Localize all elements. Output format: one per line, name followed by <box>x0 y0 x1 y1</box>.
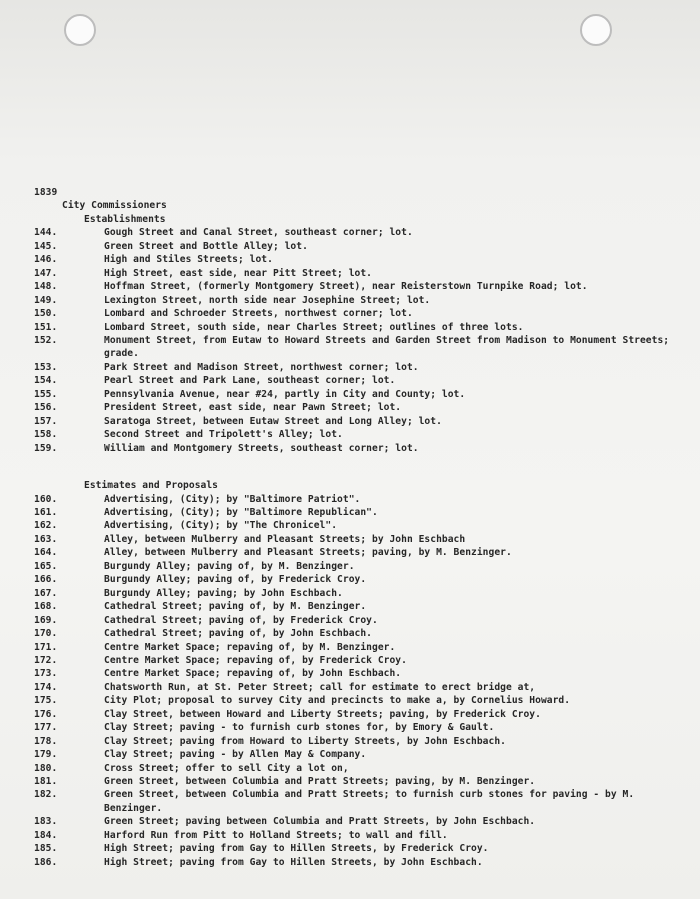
entry-text: Park Street and Madison Street, northwest corner; lot. <box>104 361 419 373</box>
entry-number: 165. <box>34 560 58 572</box>
entry-number: 147. <box>34 267 58 279</box>
section-gap <box>34 455 690 479</box>
entry-text: Advertising, (City); by "Baltimore Republican". <box>104 506 378 518</box>
entry-number: 157. <box>34 415 58 427</box>
entry-text: Burgundy Alley; paving; by John Eschbach. <box>104 587 343 599</box>
entry-text: Cathedral Street; paving of, by John Eschbach. <box>104 628 372 640</box>
entry-number: 167. <box>34 587 58 599</box>
entry-text: Saratoga Street, between Eutaw Street and Long Alley; lot. <box>104 415 442 427</box>
entry-number: 162. <box>34 520 58 532</box>
entry-text: Lombard Street, south side, near Charles Street; outlines of three lots. <box>104 321 524 333</box>
entry-text: Cross Street; offer to sell City a lot on, <box>104 762 349 774</box>
entry-text: Burgundy Alley; paving of, by Frederick Croy. <box>104 574 367 586</box>
entry-number: 168. <box>34 601 58 613</box>
list-item <box>34 533 690 546</box>
entry-text: Pearl Street and Park Lane, southeast corner; lot. <box>104 375 396 387</box>
list-item <box>34 493 690 506</box>
entry-number: 178. <box>34 735 58 747</box>
list-item <box>34 307 690 320</box>
entry-text: President Street, east side, near Pawn Street; lot. <box>104 402 402 414</box>
entry-text: Monument Street, from Eutaw to Howard Streets and Garden Street from Madison to Monument Streets; grade. <box>104 334 675 360</box>
entry-text: High Street, east side, near Pitt Street; lot. <box>104 267 372 279</box>
entry-text: Cathedral Street; paving of, by M. Benzinger. <box>104 601 367 613</box>
entry-text: Second Street and Tripolett's Alley; lot. <box>104 429 343 441</box>
list-item <box>34 294 690 307</box>
entry-number: 153. <box>34 361 58 373</box>
list-item <box>34 374 690 387</box>
entry-text: Centre Market Space; repaving of, by M. Benzinger. <box>104 641 396 653</box>
section-heading-estimates: Estimates and Proposals <box>84 480 218 492</box>
entry-text: Cathedral Street; paving of, by Frederick Croy. <box>104 614 378 626</box>
year-heading: 1839 <box>34 187 58 198</box>
estimates-list <box>34 493 690 870</box>
list-item <box>34 442 690 455</box>
list-item <box>34 240 690 253</box>
list-item <box>34 415 690 428</box>
list-item <box>34 428 690 441</box>
entry-number: 185. <box>34 843 58 855</box>
list-item <box>34 829 690 842</box>
entry-number: 180. <box>34 762 58 774</box>
list-item <box>34 267 690 280</box>
list-item <box>34 280 690 293</box>
list-item <box>34 641 690 654</box>
entry-text: Green Street and Bottle Alley; lot. <box>104 240 308 252</box>
entry-text: Advertising, (City); by "Baltimore Patriot". <box>104 493 361 505</box>
list-item <box>34 667 690 680</box>
entry-text: Gough Street and Canal Street, southeast corner; lot. <box>104 227 413 239</box>
entry-text: Clay Street; paving - by Allen May & Company. <box>104 749 367 761</box>
list-item <box>34 361 690 374</box>
entry-number: 151. <box>34 321 58 333</box>
entry-number: 164. <box>34 547 58 559</box>
punch-hole-right <box>580 14 612 46</box>
list-item <box>34 321 690 334</box>
list-item <box>34 587 690 600</box>
list-item <box>34 253 690 266</box>
entry-number: 156. <box>34 402 58 414</box>
entry-number: 177. <box>34 722 58 734</box>
list-item <box>34 506 690 519</box>
entry-text: William and Montgomery Streets, southeast corner; lot. <box>104 442 419 454</box>
list-item <box>34 519 690 532</box>
entry-number: 154. <box>34 375 58 387</box>
list-item <box>34 748 690 761</box>
list-item <box>34 735 690 748</box>
list-item <box>34 762 690 775</box>
entry-number: 186. <box>34 856 58 868</box>
entry-number: 170. <box>34 628 58 640</box>
entry-text: Harford Run from Pitt to Holland Streets; to wall and fill. <box>104 829 448 841</box>
section-heading-establishments: Establishments <box>84 213 166 225</box>
list-item <box>34 388 690 401</box>
entry-number: 161. <box>34 506 58 518</box>
department-heading: City Commissioners <box>62 200 167 212</box>
entry-number: 179. <box>34 749 58 761</box>
list-item <box>34 842 690 855</box>
entry-text: Alley, between Mulberry and Pleasant Streets; paving, by M. Benzinger. <box>104 547 512 559</box>
entry-text: Advertising, (City); by "The Chronicel". <box>104 520 338 532</box>
list-item <box>34 654 690 667</box>
entry-text: Clay Street; paving - to furnish curb stones for, by Emory & Gault. <box>104 722 495 734</box>
list-item <box>34 681 690 694</box>
punch-hole-left <box>64 14 96 46</box>
list-item <box>34 546 690 559</box>
entry-number: 145. <box>34 240 58 252</box>
establishments-list <box>34 226 690 455</box>
entry-number: 148. <box>34 281 58 293</box>
entry-number: 184. <box>34 829 58 841</box>
list-item <box>34 775 690 788</box>
entry-text: High Street; paving from Gay to Hillen Streets, by Frederick Croy. <box>104 843 489 855</box>
list-item <box>34 627 690 640</box>
entry-text: Hoffman Street, (formerly Montgomery Street), near Reisterstown Turnpike Road; lot. <box>104 281 588 293</box>
entry-number: 150. <box>34 308 58 320</box>
list-item <box>34 573 690 586</box>
entry-text: Burgundy Alley; paving of, by M. Benzinger. <box>104 560 355 572</box>
entry-number: 183. <box>34 816 58 828</box>
list-item <box>34 614 690 627</box>
list-item <box>34 721 690 734</box>
list-item <box>34 788 690 815</box>
list-item <box>34 708 690 721</box>
entry-number: 144. <box>34 227 58 239</box>
entry-text: Lexington Street, north side near Josephine Street; lot. <box>104 294 431 306</box>
entry-text: Centre Market Space; repaving of, by Frederick Croy. <box>104 654 407 666</box>
entry-text: Green Street, between Columbia and Pratt Streets; paving, by M. Benzinger. <box>104 776 536 788</box>
entry-text: Green Street; paving between Columbia and Pratt Streets, by John Eschbach. <box>104 816 536 828</box>
entry-number: 175. <box>34 695 58 707</box>
entry-text: High Street; paving from Gay to Hillen Streets, by John Eschbach. <box>104 856 483 868</box>
document-text <box>34 186 690 869</box>
entry-text: Clay Street, between Howard and Liberty Streets; paving, by Frederick Croy. <box>104 708 541 720</box>
list-item <box>34 856 690 869</box>
entry-number: 163. <box>34 533 58 545</box>
list-item <box>34 694 690 707</box>
entry-text: Pennsylvania Avenue, near #24, partly in City and County; lot. <box>104 388 466 400</box>
entry-text: Lombard and Schroeder Streets, northwest corner; lot. <box>104 308 413 320</box>
list-item <box>34 401 690 414</box>
entry-number: 173. <box>34 668 58 680</box>
entry-number: 166. <box>34 574 58 586</box>
entry-text: Chatsworth Run, at St. Peter Street; call for estimate to erect bridge at, <box>104 681 536 693</box>
entry-number: 149. <box>34 294 58 306</box>
entry-number: 176. <box>34 708 58 720</box>
entry-number: 155. <box>34 388 58 400</box>
list-item <box>34 600 690 613</box>
entry-text: Centre Market Space; repaving of, by John Eschbach. <box>104 668 402 680</box>
entry-text: Alley, between Mulberry and Pleasant Streets; by John Eschbach <box>104 533 466 545</box>
entry-number: 174. <box>34 681 58 693</box>
entry-text: Green Street, between Columbia and Pratt Streets; to furnish curb stones for paving - by M. Benzinger. <box>104 789 640 814</box>
entry-text: City Plot; proposal to survey City and precincts to make a, by Cornelius Howard. <box>104 695 571 707</box>
entry-number: 146. <box>34 254 58 266</box>
entry-text: High and Stiles Streets; lot. <box>104 254 273 266</box>
list-item <box>34 815 690 828</box>
list-item <box>34 226 690 239</box>
entry-number: 159. <box>34 442 58 454</box>
entry-number: 171. <box>34 641 58 653</box>
list-item <box>34 560 690 573</box>
entry-number: 169. <box>34 614 58 626</box>
entry-number: 152. <box>34 334 58 346</box>
entry-number: 172. <box>34 654 58 666</box>
entry-number: 158. <box>34 429 58 441</box>
list-item <box>34 334 690 361</box>
entry-number: 160. <box>34 493 58 505</box>
entry-text: Clay Street; paving from Howard to Liberty Streets, by John Eschbach. <box>104 735 506 747</box>
entry-number: 182. <box>34 789 58 801</box>
entry-number: 181. <box>34 776 58 788</box>
